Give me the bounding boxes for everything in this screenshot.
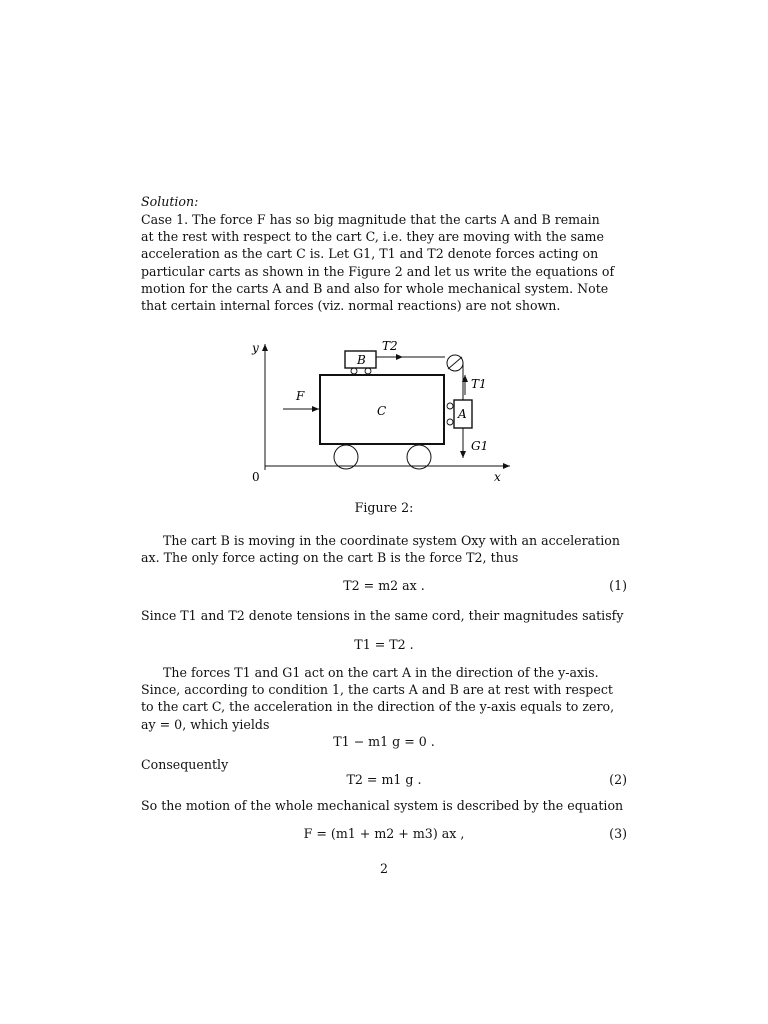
text-line: to the cart C, the acceleration in the direction of the y-axis equals to zero, — [141, 699, 615, 715]
wheel-left — [334, 445, 358, 469]
tension-t1-label: T1 — [471, 377, 487, 391]
force-f-label: F — [296, 389, 305, 403]
paragraph-cart-b — [141, 532, 627, 566]
text-line: ax. The only force acting on the cart B is the force T2, thus — [141, 550, 519, 566]
cart-a-wheel — [447, 419, 453, 425]
text-line: So the motion of the whole mechanical system is described by the equation — [141, 798, 624, 813]
origin-label: 0 — [252, 470, 260, 484]
text-line: particular carts as shown in the Figure 2 and let us write the equations of — [141, 263, 615, 279]
equation-3-number: (3) — [609, 826, 627, 841]
cart-diagram — [240, 330, 530, 495]
text-line: Case 1. The force F has so big magnitude that the carts A and B remain — [141, 212, 600, 227]
solution-heading: Solution: — [141, 194, 199, 209]
tension-t2-label: T2 — [382, 339, 398, 353]
cart-c-label: C — [377, 404, 387, 418]
equation-cart-a-body: T1 − m1 g = 0 . — [333, 734, 435, 749]
equation-2-body: T2 = m1 g . — [346, 772, 422, 787]
pulley-mount — [448, 357, 462, 369]
paragraph-system — [141, 797, 627, 814]
page-number: 2 — [379, 861, 388, 876]
equation-tension-equality-body: T1 = T2 . — [354, 637, 414, 652]
text-line: Since T1 and T2 denote tensions in the same cord, their magnitudes satisfy — [141, 608, 624, 623]
paragraph-cart-a — [141, 664, 627, 733]
cart-a-label: A — [458, 407, 467, 421]
text-line: Since, according to condition 1, the carts A and B are at rest with respect — [141, 682, 613, 698]
figure-caption: Figure 2: — [354, 500, 414, 515]
cart-a-wheel — [447, 403, 453, 409]
x-axis-label: x — [494, 470, 501, 484]
text-line: acceleration as the cart C is. Let G1, T1 and T2 denote forces acting on — [141, 246, 599, 262]
y-axis-label: y — [252, 341, 259, 355]
paragraph-tensions — [141, 607, 627, 624]
equation-2-number: (2) — [609, 772, 627, 787]
cart-b-wheel — [351, 368, 357, 374]
wheel-right — [407, 445, 431, 469]
text-line: at the rest with respect to the cart C, i.e. they are moving with the same — [141, 229, 604, 245]
text-line: The forces T1 and G1 act on the cart A in the direction of the y-axis. — [163, 665, 599, 680]
paragraph-case1 — [141, 211, 627, 314]
cart-b-label: B — [357, 353, 366, 367]
cart-system-figure — [240, 330, 530, 495]
paragraph-consequently — [141, 756, 627, 773]
text-line: Consequently — [141, 757, 229, 772]
text-line: that certain internal forces (viz. normal reactions) are not shown. — [141, 298, 561, 314]
text-line: The cart B is moving in the coordinate system Oxy with an acceleration — [163, 533, 620, 548]
equation-3-body: F = (m1 + m2 + m3) ax , — [303, 826, 465, 841]
text-line: ay = 0, which yields — [141, 716, 270, 732]
equation-1-number: (1) — [609, 578, 627, 593]
cart-b-wheel — [365, 368, 371, 374]
equation-1-body: T2 = m2 ax . — [343, 578, 425, 593]
text-line: motion for the carts A and B and also for whole mechanical system. Note — [141, 280, 609, 296]
weight-g1-label: G1 — [471, 439, 489, 453]
